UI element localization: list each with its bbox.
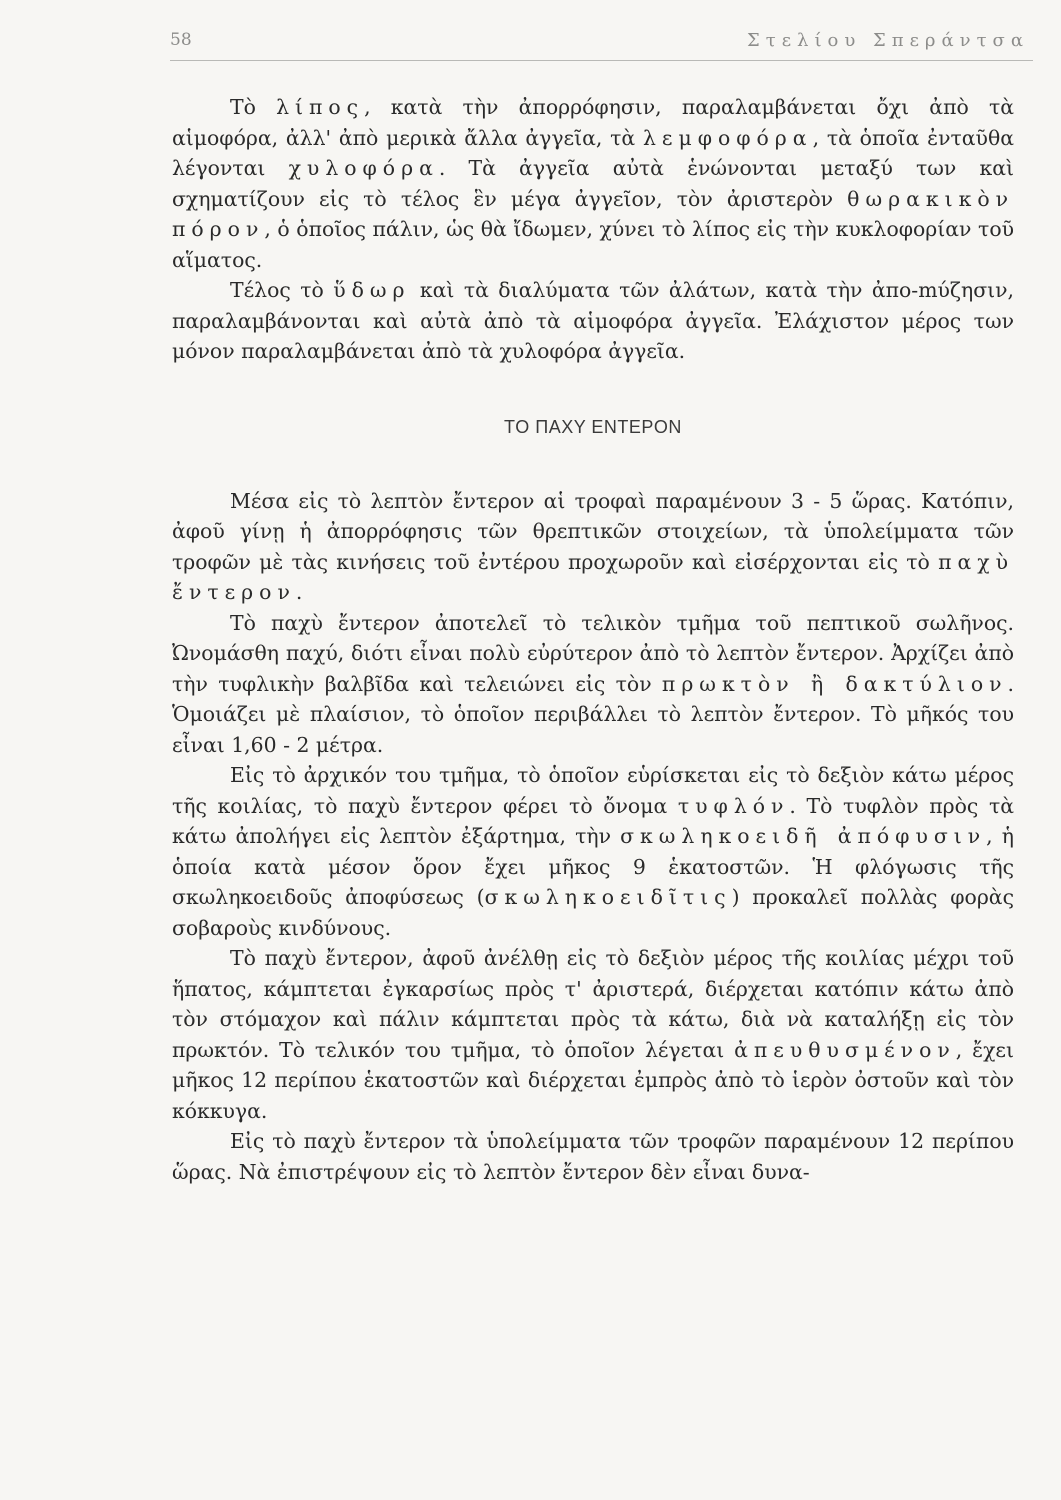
text-run: Εἰς τὸ ἀρχικόν του τμῆμα, τὸ ὁποῖον εὑρίσκεται εἰς τὸ δεξιὸν κάτω μέρος τῆς κοιλίας, τὸ παχὺ ἔντερον φέρει τὸ ὄνομα bbox=[172, 763, 1014, 818]
spaced-term: χυλοφόρα bbox=[288, 156, 439, 180]
spaced-term: θωρακικὸν πόρον bbox=[172, 186, 1014, 241]
spaced-term: παχὺ ἔντερον bbox=[172, 549, 1014, 604]
paragraph-water-absorption bbox=[172, 275, 1014, 367]
text-run: . Τὸ τυφλὸν πρὸς τὰ κάτω ἀπολήγει εἰς λεπτὸν ἐξάρτημα, τὴν bbox=[172, 793, 1015, 848]
text-run: . bbox=[295, 580, 303, 604]
paragraph-large-intestine-entry bbox=[172, 486, 1014, 608]
text-run: , ἡ ὁποία κατὰ μέσον ὅρον ἔχει μῆκος 9 ἑκατοστῶν. Ἡ φλόγωσις τῆς σκωληκοειδοῦς ἀποφύσεως ( bbox=[172, 824, 1014, 909]
text-run: Τὸ παχὺ ἔντερον ἀποτελεῖ τὸ τελικὸν τμῆμα τοῦ πεπτικοῦ σωλῆνος. Ὠνομάσθη παχύ, διότι εἶναι πολὺ εὐρύτερον ἀπὸ τὸ λεπτὸν ἔντερον. Ἀρχίζει ἀπὸ τὴν τυφλικὴν βαλβῖδα καὶ τελειώνει εἰς τὸν bbox=[172, 610, 1014, 696]
body-text bbox=[172, 92, 1014, 1187]
paragraph-residence-time bbox=[172, 1126, 1014, 1187]
spaced-term: πρωκτὸν ἢ δακτύλιον bbox=[661, 671, 1008, 696]
spaced-term: σκωληκοειδῖτις bbox=[484, 885, 732, 909]
running-head bbox=[170, 26, 1033, 61]
paragraph-fat-absorption bbox=[172, 92, 1014, 275]
spaced-term: τυφλόν bbox=[677, 793, 790, 818]
text-run: . Ὁμοιάζει μὲ πλαίσιον, τὸ ὁποῖον περιβάλλει τὸ λεπτὸν ἔντερον. Τὸ μῆκός του εἶναι 1,60 - 2 μέτρα. bbox=[172, 671, 1015, 757]
text-run: , τὰ ὁποῖα ἐνταῦθα λέγονται bbox=[172, 125, 1014, 180]
text-run: ) προκαλεῖ πολλὰς φορὰς σοβαροὺς κινδύνους. bbox=[172, 885, 1014, 940]
text-run: , ὁ ὁποῖος πάλιν, ὡς θὰ ἴδωμεν, χύνει τὸ λίπος εἰς τὴν κυκλοφορίαν τοῦ αἵματος. bbox=[172, 217, 1014, 272]
spaced-term: λεμφοφόρα bbox=[642, 125, 813, 150]
text-run: Μέσα εἰς τὸ λεπτὸν ἔντερον αἱ τροφαὶ παραμένουν 3 - 5 ὥρας. Κατόπιν, ἀφοῦ γίνῃ ἡ ἀπορρόφησις τῶν θρεπτικῶν στοιχείων, τὰ ὑπολείμματα τῶν τροφῶν μὲ τὰς κινήσεις τοῦ ἐντέρου προχωροῦν καὶ εἰσέρχονται εἰς τὸ bbox=[172, 488, 1014, 574]
page-number: 58 bbox=[170, 30, 192, 50]
spaced-term: ἀπευθυσμένον bbox=[734, 1037, 956, 1062]
text-run: . Τὰ ἀγγεῖα αὐτὰ ἑνώνονται μεταξύ των καὶ σχηματίζουν εἰς τὸ τέλος ἓν μέγα ἀγγεῖον, τὸν ἀριστερὸν bbox=[172, 156, 1015, 211]
paragraph-colon-course bbox=[172, 943, 1014, 1126]
text-run: καὶ τὰ διαλύματα τῶν ἀλάτων, κατὰ τὴν ἀπο-mύζησιν, παραλαμβάνονται καὶ αὐτὰ ἀπὸ τὰ αἱμοφόρα ἀγγεῖα. Ἐλάχιστον μέρος των μόνον παραλαμβάνεται ἀπὸ τὰ χυλοφόρα ἀγγεῖα. bbox=[172, 278, 1014, 363]
paragraph-large-intestine-definition bbox=[172, 608, 1014, 761]
spaced-term: ὕδωρ bbox=[333, 278, 411, 302]
text-run: Τὸ bbox=[230, 95, 277, 119]
text-run: Τέλος τὸ bbox=[230, 278, 334, 302]
spaced-term: λίπος bbox=[276, 95, 365, 119]
paragraph-caecum bbox=[172, 760, 1014, 943]
text-run: Τὸ παχὺ ἔντερον, ἀφοῦ ἀνέλθῃ εἰς τὸ δεξιὸν μέρος τῆς κοιλίας μέχρι τοῦ ἥπατος, κάμπτεται ἐγκαρσίως πρὸς τ' ἀριστερά, διέρχεται κατόπιν κάτω ἀπὸ τὸν στόμαχον καὶ πάλιν κάμπτεται πρὸς τὰ κάτω, διὰ νὰ καταλήξῃ εἰς τὸν πρωκτόν. Τὸ τελικόν του τμῆμα, τὸ ὁποῖον λέγεται bbox=[172, 946, 1014, 1062]
running-title: Στελίου Σπεράντσα bbox=[747, 30, 1029, 51]
text-run: Εἰς τὸ παχὺ ἔντερον τὰ ὑπολείμματα τῶν τροφῶν παραμένουν 12 περίπου ὥρας. Νὰ ἐπιστρέψουν εἰς τὸ λεπτὸν ἔντερον δὲν εἶναι δυνα- bbox=[172, 1129, 1014, 1184]
text-run: , κατὰ τὴν ἀπορρόφησιν, παραλαμβάνεται ὄχι ἀπὸ τὰ αἱμοφόρα, ἀλλ' ἀπὸ μερικὰ ἄλλα ἀγγεῖα, τὰ bbox=[172, 95, 1014, 150]
text-run: , ἔχει μῆκος 12 περίπου ἑκατοστῶν καὶ διέρχεται ἐμπρὸς ἀπὸ τὸ ἱερὸν ὀστοῦν καὶ τὸν κόκκυγα. bbox=[172, 1037, 1014, 1123]
spaced-term: σκωληκοειδῆ ἀπόφυσιν bbox=[620, 824, 987, 848]
section-heading: ΤΟ ΠΑΧΥ ΕΝΤΕΡΟΝ bbox=[504, 416, 682, 437]
